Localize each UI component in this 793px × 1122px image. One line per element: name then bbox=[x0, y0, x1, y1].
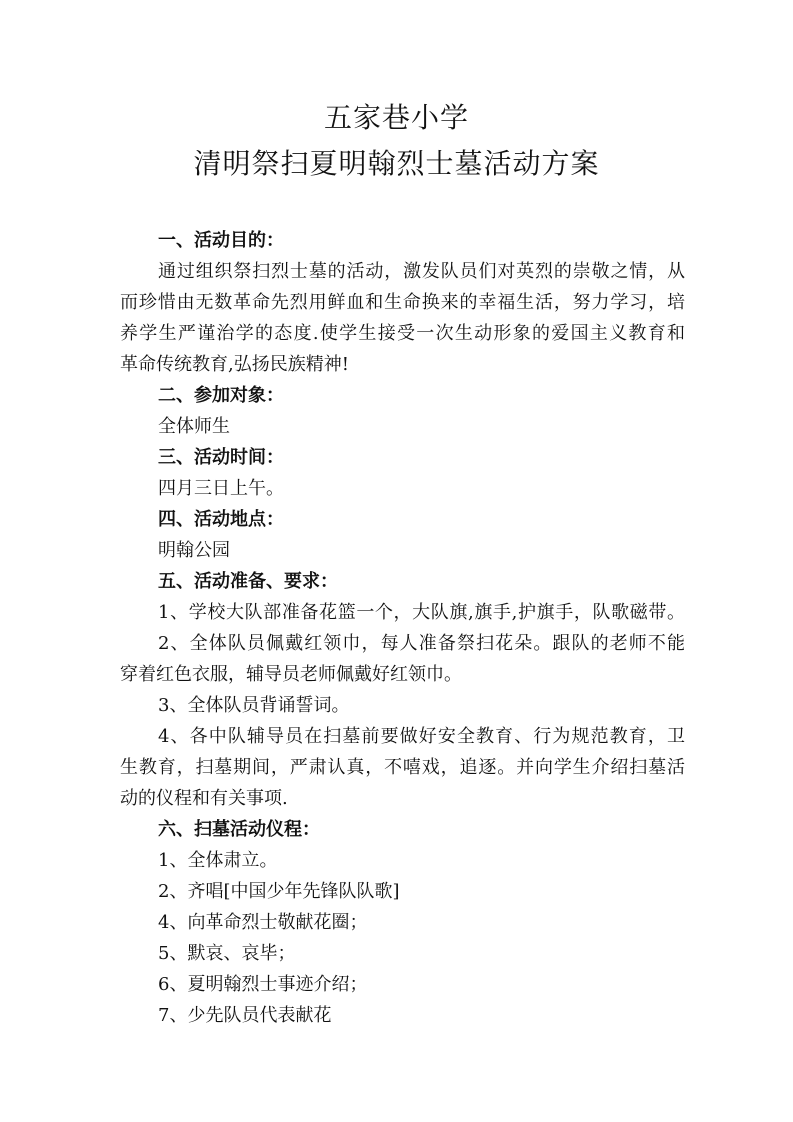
section-heading-time: 三、活动时间： bbox=[158, 447, 284, 468]
list-item-continued: 生教育，扫墓期间，严肃认真，不嘻戏，追逐。并向学生介绍扫墓活 bbox=[120, 757, 685, 778]
document-body bbox=[120, 225, 685, 1031]
list-item: 2、齐唱[中国少年先锋队队歌] bbox=[158, 881, 400, 902]
list-item-continued: 动的仪程和有关事项. bbox=[120, 788, 288, 809]
list-item: 4、各中队辅导员在扫墓前要做好安全教育、行为规范教育，卫 bbox=[158, 726, 685, 747]
section-heading-preparation: 五、活动准备、要求： bbox=[158, 571, 338, 592]
list-item: 1、全体肃立。 bbox=[158, 850, 278, 871]
list-item: 4、向革命烈士敬献花圈； bbox=[158, 912, 368, 933]
section-heading-purpose: 一、活动目的： bbox=[158, 230, 284, 251]
list-item-continued: 穿着红色衣服，辅导员老师佩戴好红领巾。 bbox=[120, 664, 462, 685]
list-item: 5、默哀、哀毕； bbox=[158, 943, 296, 964]
list-item: 1、学校大队部准备花篮一个，大队旗,旗手,护旗手，队歌磁带。 bbox=[158, 602, 685, 623]
list-item: 3、全体队员背诵誓词。 bbox=[158, 695, 350, 716]
section-text: 全体师生 bbox=[158, 416, 230, 437]
list-item: 6、夏明翰烈士事迹介绍； bbox=[158, 974, 368, 995]
paragraph-line: 而珍惜由无数革命先烈用鲜血和生命换来的幸福生活，努力学习，培 bbox=[120, 292, 685, 313]
paragraph-line: 革命传统教育,弘扬民族精神! bbox=[120, 354, 349, 375]
school-name: 五家巷小学 bbox=[323, 101, 469, 134]
document-title: 清明祭扫夏明翰烈士墓活动方案 bbox=[193, 147, 600, 180]
list-item: 7、少先队员代表献花 bbox=[158, 1005, 332, 1026]
paragraph-line: 养学生严谨治学的态度.使学生接受一次生动形象的爱国主义教育和 bbox=[120, 323, 685, 344]
paragraph-line: 通过组织祭扫烈士墓的活动，激发队员们对英烈的崇敬之情，从 bbox=[158, 261, 685, 282]
section-text: 四月三日上午。 bbox=[158, 478, 284, 499]
section-heading-location: 四、活动地点： bbox=[158, 509, 284, 530]
list-item: 2、全体队员佩戴红领巾，每人准备祭扫花朵。跟队的老师不能 bbox=[158, 633, 685, 654]
section-heading-ceremony: 六、扫墓活动仪程： bbox=[158, 819, 320, 840]
section-text: 明翰公园 bbox=[158, 540, 230, 561]
section-heading-participants: 二、参加对象： bbox=[158, 385, 284, 406]
